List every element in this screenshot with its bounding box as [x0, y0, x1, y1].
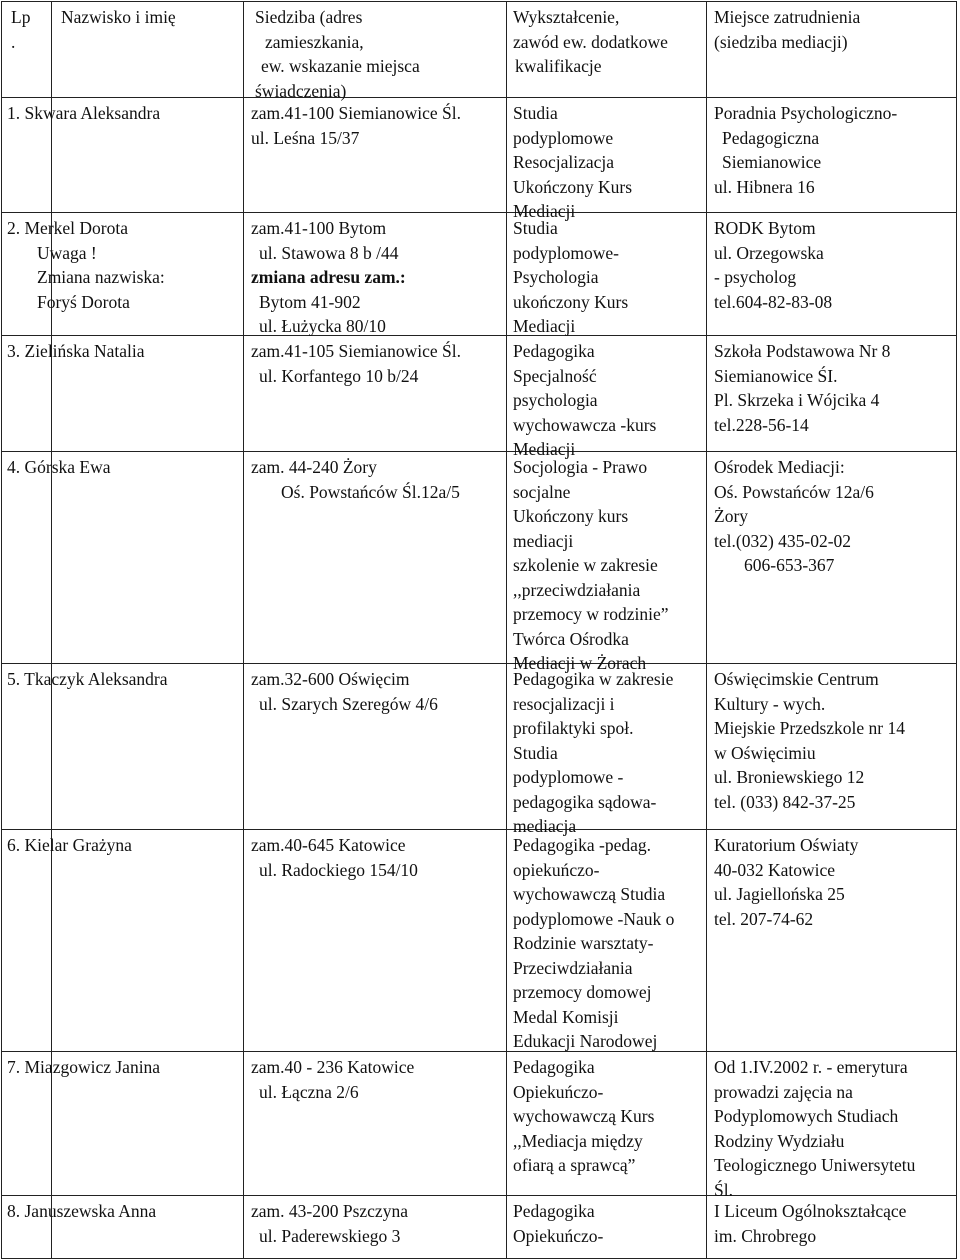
column-divider [706, 1, 707, 1259]
education-line: Studia [513, 742, 558, 763]
row-name [7, 455, 111, 480]
address-line: zam. 44-240 Żory [251, 457, 377, 477]
header-address [255, 5, 420, 103]
column-divider [956, 1, 957, 1259]
mediators-table [1, 1, 957, 1259]
education-line: wychowawczą Studia [513, 884, 666, 904]
education-line: Edukacji Narodowej [513, 1031, 658, 1051]
header-lp [11, 5, 30, 54]
education-line: podyplomowe -Nauk o [513, 908, 675, 929]
table-bottom-border [1, 1258, 957, 1259]
workplace-line: Kultury - wych. [714, 693, 826, 714]
workplace-line: ul. Broniewskiego 12 [714, 767, 865, 787]
row-education [513, 1199, 603, 1248]
lp-line: Zmiana nazwiska: [37, 267, 165, 287]
address-line: Bytom 41-902 [259, 291, 361, 312]
education-line: zawód ew. dodatkowe [513, 31, 668, 52]
workplace-line: tel.(032) 435-02-02 [714, 530, 852, 551]
row-education [513, 101, 632, 224]
row-education [513, 216, 628, 339]
lp-line: Lp [11, 7, 31, 27]
workplace-line: prowadzi zajęcia na [714, 1081, 853, 1102]
lp-line: 3. Zielińska Natalia [7, 341, 145, 361]
education-line: podyplomowe- [513, 242, 619, 263]
education-line: szkolenie w zakresie [513, 555, 658, 575]
address-line: ul. Łączna 2/6 [259, 1081, 359, 1102]
workplace-line: Oświęcimskie Centrum [714, 669, 879, 689]
row-workplace [714, 1055, 915, 1202]
education-line: Mediacji [513, 316, 576, 336]
lp-line: . [11, 31, 16, 52]
education-line: Pedagogika w zakresie [513, 669, 674, 689]
row-divider [1, 829, 957, 830]
workplace-line: Teologicznego Uniwersytetu [714, 1155, 916, 1175]
row-workplace [714, 1199, 906, 1248]
row-workplace [714, 101, 897, 199]
education-line: Ukończony Kurs [513, 176, 633, 197]
education-line: Medal Komisji [513, 1006, 619, 1027]
header-workplace [714, 5, 860, 54]
workplace-line: Miejskie Przedszkole nr 14 [714, 718, 905, 738]
workplace-line: Siemianowice ŚI. [714, 365, 838, 386]
education-line: wychowawcza -kurs [513, 414, 657, 435]
workplace-line: (siedziba mediacji) [714, 31, 848, 52]
address-line: zam.41-100 Bytom [251, 218, 387, 238]
row-name [7, 339, 145, 364]
education-line: opiekuńczo- [513, 859, 600, 880]
education-line: przemocy w rodzinie” [513, 604, 669, 624]
education-line: mediacja [513, 816, 577, 836]
address-line: ew. wskazanie miejsca [261, 56, 420, 76]
row-workplace [714, 833, 858, 931]
education-line: podyplomowe - [513, 767, 624, 787]
education-line: Resocjalizacja [513, 152, 615, 172]
education-line: wychowawczą Kurs [513, 1106, 655, 1126]
row-education [513, 339, 656, 462]
header-name [61, 5, 176, 30]
workplace-line: Podyplomowych Studiach [714, 1106, 899, 1126]
address-line: zam.41-105 Siemianowice Śl. [251, 341, 461, 361]
row-education [513, 455, 668, 676]
address-line: zam.40 - 236 Katowice [251, 1057, 415, 1077]
education-line: Twórca Ośrodka [513, 628, 629, 649]
column-divider [243, 1, 244, 1259]
education-line: Mediacji w Żorach [513, 653, 647, 673]
row-divider [1, 1051, 957, 1052]
education-line: przemocy domowej [513, 982, 652, 1002]
workplace-line: RODK Bytom [714, 218, 816, 238]
column-divider [1, 1, 2, 1259]
row-name [7, 667, 168, 692]
lp-line: Foryś Dorota [37, 291, 130, 312]
education-line: pedagogika sądowa- [513, 791, 657, 812]
workplace-line: 40-032 Katowice [714, 859, 836, 880]
row-divider [1, 451, 957, 452]
address-line: ul. Leśna 15/37 [251, 127, 360, 148]
row-workplace [714, 455, 874, 578]
address-line: zam.41-100 Siemianowice Śl. [251, 103, 461, 123]
row-address [251, 1055, 414, 1104]
workplace-line: Miejsce zatrudnienia [714, 7, 861, 27]
education-line: ukończony Kurs [513, 291, 629, 312]
education-line: Przeciwdziałania [513, 957, 633, 978]
education-line: Socjologia - Prawo [513, 457, 648, 477]
row-address [251, 667, 438, 716]
education-line: Mediacji [513, 439, 576, 459]
workplace-line: tel. (033) 842-37-25 [714, 791, 856, 812]
workplace-line: ul. Hibnera 16 [714, 176, 815, 197]
row-address [251, 833, 418, 882]
address-line: ul. Paderewskiego 3 [259, 1225, 401, 1246]
lp-line: 6. Kielar Grażyna [7, 835, 132, 855]
workplace-line: Oś. Powstańców 12a/6 [714, 481, 874, 502]
row-divider [1, 97, 957, 98]
education-line: resocjalizacji i [513, 693, 615, 714]
education-line: Mediacji [513, 201, 576, 221]
education-line: kwalifikacje [515, 56, 602, 76]
education-line: ,,Mediacja między [513, 1130, 643, 1151]
education-line: Psychologia [513, 267, 599, 287]
address-line: zam. 43-200 Pszczyna [251, 1201, 408, 1221]
address-line: zam.32-600 Oświęcim [251, 669, 410, 689]
row-name [7, 101, 160, 126]
address-line: Oś. Powstańców Śl.12a/5 [281, 481, 460, 502]
lp-line: 7. Miazgowicz Janina [7, 1057, 161, 1077]
workplace-line: tel.604-82-83-08 [714, 291, 833, 312]
workplace-line: Kuratorium Oświaty [714, 835, 859, 855]
education-line: ,,przeciwdziałania [513, 579, 641, 600]
row-address [251, 339, 461, 388]
workplace-line: Ośrodek Mediacji: [714, 457, 845, 477]
education-line: Rodzinie warsztaty- [513, 933, 654, 953]
education-line: Opiekuńczo- [513, 1081, 604, 1102]
address-line: ul. Korfantego 10 b/24 [259, 365, 419, 386]
education-line: Pedagogika [513, 341, 595, 361]
address-line: Siedziba (adres [255, 7, 363, 27]
lp-line: 2. Merkel Dorota [7, 218, 129, 238]
education-line: socjalne [513, 481, 571, 502]
row-workplace [714, 339, 890, 437]
row-address [251, 1199, 408, 1248]
address-line: zam.40-645 Katowice [251, 835, 406, 855]
row-name [7, 1199, 156, 1224]
lp-line: 8. Januszewska Anna [7, 1201, 157, 1221]
row-divider [1, 212, 957, 213]
row-education [513, 667, 673, 839]
lp-line: Uwaga ! [37, 242, 97, 263]
workplace-line: Siemianowice [722, 152, 822, 172]
education-line: Studia [513, 218, 558, 238]
row-name [7, 216, 165, 314]
education-line: ofiarą a sprawcą” [513, 1155, 636, 1175]
workplace-line: Szkoła Podstawowa Nr 8 [714, 341, 891, 361]
education-line: Specjalność [513, 365, 597, 386]
workplace-line: 606-653-367 [744, 555, 835, 575]
education-line: Pedagogika [513, 1057, 595, 1077]
table-top-border [1, 1, 957, 2]
workplace-line: Pl. Skrzeka i Wójcika 4 [714, 390, 880, 410]
workplace-line: - psycholog [714, 267, 797, 287]
education-line: Wykształcenie, [513, 7, 620, 27]
education-line: Opiekuńczo- [513, 1225, 604, 1246]
address-line: świadczenia) [255, 80, 347, 101]
address-line: ul. Szarych Szeregów 4/6 [259, 693, 438, 714]
education-line: Pedagogika -pedag. [513, 835, 652, 855]
education-line: psychologia [513, 390, 598, 410]
lp-line: 1. Skwara Aleksandra [7, 103, 161, 123]
workplace-line: ul. Orzegowska [714, 242, 824, 263]
education-line: mediacji [513, 530, 574, 551]
address-line: ul. Stawowa 8 b /44 [259, 242, 399, 263]
row-divider [1, 335, 957, 336]
row-divider [1, 663, 957, 664]
address-line: ul. Radockiego 154/10 [259, 859, 418, 880]
workplace-line: I Liceum Ogólnokształcące [714, 1201, 907, 1221]
address-line: zmiana adresu zam.: [251, 267, 406, 287]
education-line: Ukończony kurs [513, 506, 629, 526]
lp-line: 4. Górska Ewa [7, 457, 111, 477]
row-workplace [714, 667, 905, 814]
education-line: profilaktyki społ. [513, 718, 634, 738]
workplace-line: tel. 207-74-62 [714, 908, 814, 929]
education-line: podyplomowe [513, 127, 614, 148]
row-name [7, 1055, 160, 1080]
workplace-line: Żory [714, 506, 749, 526]
workplace-line: Od 1.IV.2002 r. - emerytura [714, 1057, 908, 1077]
address-line: zamieszkania, [265, 31, 364, 52]
workplace-line: tel.228-56-14 [714, 414, 809, 435]
row-address [251, 216, 406, 339]
row-address [251, 101, 461, 150]
row-workplace [714, 216, 832, 314]
workplace-line: ul. Jagiellońska 25 [714, 884, 845, 904]
education-line: Pedagogika [513, 1201, 595, 1221]
workplace-line: im. Chrobrego [714, 1225, 817, 1246]
row-address [251, 455, 460, 504]
workplace-line: w Oświęcimiu [714, 742, 816, 763]
name-line: Nazwisko i imię [61, 7, 176, 27]
header-education [513, 5, 668, 79]
lp-line: 5. Tkaczyk Aleksandra [7, 669, 168, 689]
workplace-line: Śl. [714, 1179, 733, 1200]
row-education [513, 833, 674, 1054]
address-line: ul. Łużycka 80/10 [259, 316, 386, 336]
workplace-line: Pedagogiczna [722, 127, 820, 148]
workplace-line: Poradnia Psychologiczno- [714, 103, 898, 123]
column-divider [506, 1, 507, 1259]
education-line: Studia [513, 103, 558, 123]
row-education [513, 1055, 654, 1178]
workplace-line: Rodziny Wydziału [714, 1130, 845, 1151]
row-name [7, 833, 132, 858]
